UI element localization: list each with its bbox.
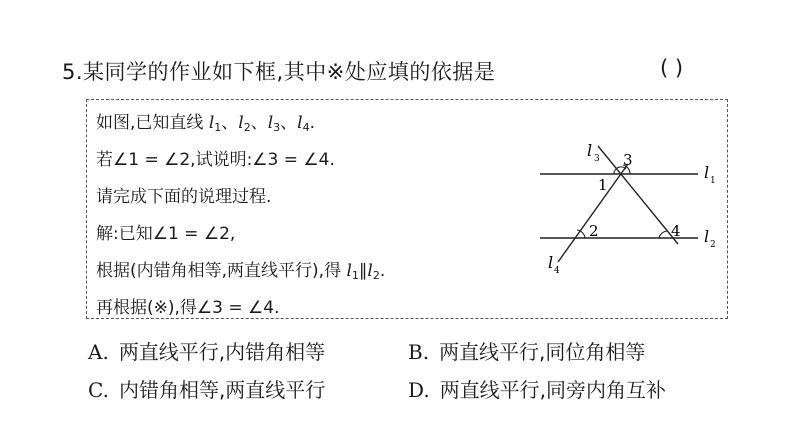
option-c[interactable]: C. 内错角相等,两直线平行: [88, 378, 326, 402]
question-number: 5.: [62, 60, 84, 84]
svg-text:1: 1: [710, 176, 716, 186]
label-l2: l: [704, 227, 710, 246]
homework-line-2: 若∠1 = ∠2,试说明:∠3 = ∠4.: [96, 150, 335, 170]
label-l1: l: [704, 163, 710, 182]
svg-text:2: 2: [710, 240, 716, 250]
angle-label-3: 3: [623, 151, 633, 169]
angle-label-2: 2: [589, 222, 599, 240]
homework-line-4: 解:已知∠1 = ∠2,: [96, 224, 236, 244]
line-l3: [598, 146, 678, 244]
homework-line-5: 根据(内错角相等,两直线平行),得 $l_1\parallel l_2$.: [96, 261, 386, 282]
label-l4: l: [548, 253, 554, 272]
geometry-figure: [530, 138, 730, 278]
angle-label-1: 1: [598, 176, 608, 194]
label-l3: l: [587, 141, 593, 160]
question-stem: [62, 56, 495, 86]
homework-line-6: 再根据(※),得∠3 = ∠4.: [96, 298, 280, 318]
question-text: 某同学的作业如下框,其中※处应填的依据是: [83, 60, 496, 84]
line-l4: [558, 164, 628, 262]
option-d[interactable]: D. 两直线平行,同旁内角互补: [408, 378, 667, 402]
angle-label-4: 4: [671, 222, 681, 240]
svg-text:3: 3: [594, 154, 600, 164]
angle-arc-4: [659, 231, 668, 238]
answer-bracket[interactable]: ( ): [660, 56, 684, 80]
option-a[interactable]: A. 两直线平行,内错角相等: [88, 340, 326, 364]
option-b[interactable]: B. 两直线平行,同位角相等: [408, 340, 646, 364]
svg-text:4: 4: [554, 266, 560, 276]
homework-line-3: 请完成下面的说理过程.: [96, 187, 272, 207]
homework-line-1: 如图,已知直线 $l_1$、$l_2$、$l_3$、$l_4$.: [96, 113, 315, 134]
